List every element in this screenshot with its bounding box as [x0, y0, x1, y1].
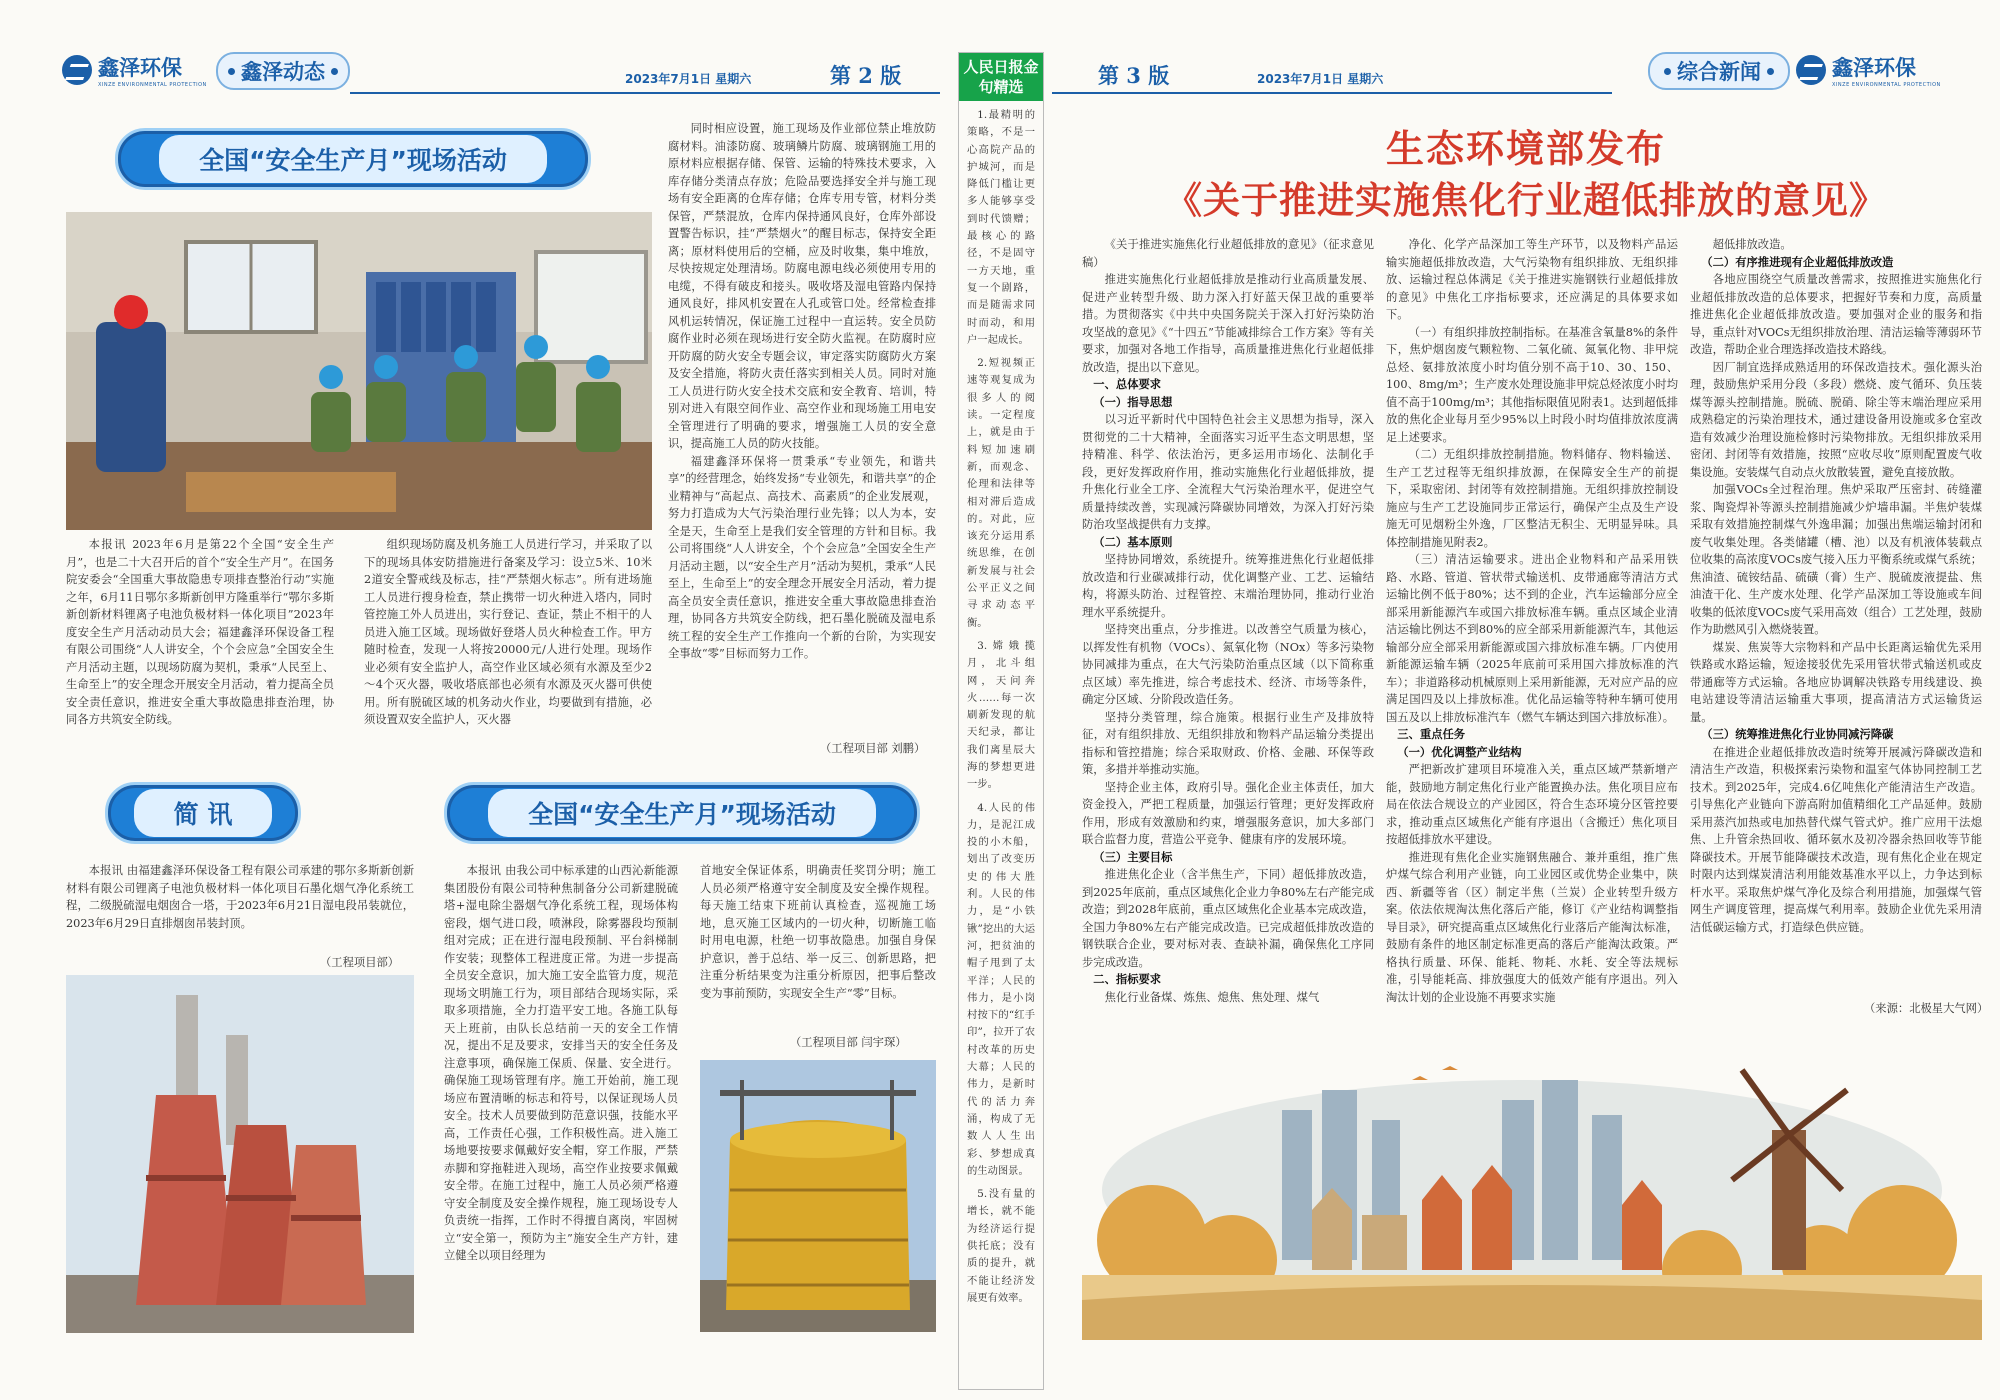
policy-subheading: （二）有序推进现有企业超低排放改造 — [1701, 254, 1894, 269]
dot-icon — [228, 68, 235, 75]
policy-paragraph: （三）清洁运输要求。进出企业物料和产品采用铁路、水路、管道、管状带式输送机、皮带通廊等清洁方式运输比例不低于80%；达不到的企业，汽车运输部分应全部采用新能源汽车或国六排放标准车辆。重点区域企业清洁运输比例达不到80%的应全部采用新能源汽车，其他运输部分应全部采用新能源或国六排放标准车辆。厂内使用新能源运输车辆（2025年底前可采用国六排放标准的汽车）；非道路移动机械原则上采用新能源，无对应产品的应满足国四及以上排放标准。优化品运输等特种车辆可使用国五及以上排放标准汽车（燃气车辆达到国六排放标准）。 — [1386, 553, 1678, 724]
policy-paragraph: 加强VOCs全过程治理。焦炉采取严压密封、砖缝灌浆、陶瓷焊补等源头控制措施减少炉墙串漏。半焦炉装煤采取有效措施控制煤气外逸串漏；加强出焦端运输封闭和废气收集处理。各类储罐（槽、池）以及有机液体装载点位收集的高浓度VOCs废气接入压力平衡系统或煤气系统；焦油渣、硫铵结晶、硫磺（膏）生产、脱硫废液提盐、焦油渣干化、生产废水处理、化学产品深加工等设施或车间收集的低浓度VOCs废气采用高效（组合）工艺处理，鼓励作为助燃风引入燃烧装置。 — [1690, 483, 1982, 636]
left-date: 2023年7月1日 星期六 — [625, 72, 752, 86]
eco-city-illustration — [1082, 1040, 1982, 1340]
quotes-sidebar — [958, 52, 1044, 1390]
article1-para: 福建鑫泽环保将一贯秉承“专业领先，和谐共享”的经营理念，始终发扬“专业领先，和谐共享”的企业精神与“高起点、高技术、高素质”的企业发展观，努力打造成为大气污染治理行业先锋；以人为本，安全是天，生命至上是我们安全管理的方针和目标。我公司将围绕“人人讲安全，个个会应急”全国安全生产月活动主题，以“安全生产月”活动为契机，秉承“人民至上，生命至上”的安全理念开展安全月活动，着力提高全员安全责任意识，推进安全重大事故隐患排查治理，协同各方共筑安全防线，把石墨化脱硫及湿电系统工程的安全生产工作推向一个新的台阶，为实现安全事故“零”目标而努力工作。 — [668, 454, 936, 660]
article3-col1 — [444, 862, 678, 1332]
tower-construction-photo — [700, 1060, 936, 1332]
article1-para: 组织现场防腐及机务施工人员进行学习，并采取了以下的现场具体安防措施进行备案及学习：设立5米、10米2道安全警戒线及标志，挂“严禁烟火标志”。所有进场施工人员进行搜身检查，禁止携带一切火种进入塔内，同时管控施工外人员进出，实行登记、查证，禁止不相干的人员进入施工区域。现场做好登塔人员火种检查工作。甲方随时检查，发现一人将按20000元/人进行处理。现场作业必须有安全监护人，高空作业区域必须有水源及至少2～4个灭火器，吸收塔底部也必须有水源及灭火器可供使用。所有脱硫区域的机务动火作业，均要做到有措施，必须设置双安全监护人，灭火器 — [364, 538, 652, 726]
policy-subheading: （三）主要目标 — [1093, 849, 1173, 864]
right-logo-sub: XINZE ENVIRONMENTAL PROTECTION — [1832, 82, 1941, 88]
dot-icon — [331, 68, 338, 75]
policy-subheading: （一）指导思想 — [1093, 394, 1173, 409]
right-logo-name: 鑫泽环保 — [1832, 56, 1916, 80]
policy-paragraph: 坚持分类管理，综合施策。根据行业生产及排放特征，对有组织排放、无组织排放和物料产品运输分类提出指标和管控措施；综合采取财政、价格、金融、环保等政策，多措并举推动实施。 — [1082, 710, 1374, 776]
quote-item: 5.没有量的增长，就不能为经济运行提供托底；没有质的提升，就不能让经济发展更有效率。 — [967, 1188, 1035, 1304]
left-section-label: 鑫泽动态 — [241, 60, 325, 84]
article3-title: 全国“安全生产月”现场活动 — [488, 789, 876, 837]
policy-col1 — [1082, 236, 1374, 1036]
quote-item: 3.嫦娥揽月，北斗组网，天问奔火……每一次刷新发现的航天纪录，都让我们离星辰大海的梦想更进一步。 — [967, 639, 1035, 791]
policy-subheading: （三）统筹推进焦化行业协同减污降碳 — [1701, 727, 1894, 741]
article3-col2 — [700, 862, 936, 1032]
article2-title-banner — [105, 782, 301, 844]
xinze-logo-icon — [62, 55, 92, 85]
article3-para: 首地安全保证体系，明确责任奖罚分明；施工人员必须严格遵守安全制度及安全操作规程。每天施工结束下班前认真检查，巡视施工场地，息灭施工区域内的一切火种，切断施工临时用电电源，杜绝一切事故隐患。加强自身保护意识，善于总结、举一反三、创新思路，把注重分析结果变为注重分析原因，把事后整改变为事前预防，实现安全生产“零”目标。 — [700, 864, 936, 1000]
quote-item: 1.最精明的策略，不是一心高院产品的护城河，而是降低门槛让更多人能够享受到时代馈赠；最核心的路径，不是固守一方天地，重复一个剧路，而是随需求同时而动，和用户一起成长。 — [967, 109, 1035, 346]
headline-line1: 生态环境部发布 — [1385, 127, 1666, 171]
xinze-logo-icon — [1796, 55, 1826, 85]
policy-paragraph: 推进实施焦化行业超低排放是推动行业高质量发展、促进产业转型升级、助力深入打好蓝天保卫战的重要举措。为贯彻落实《中共中央国务院关于深入打好污染防治攻坚战的意见》《“十四五”节能减排综合工作方案》等有关要求，加强对各地工作指导，高质量推进焦化行业超低排放改造，提出以下意见。 — [1082, 273, 1374, 374]
policy-col3 — [1690, 236, 1982, 1016]
article3-title-banner — [444, 782, 920, 844]
policy-paragraph: 因厂制宜选择成熟适用的环保改造技术。强化源头治理，鼓励焦炉采用分段（多段）燃烧、废气循环、负压装煤等源头控制措施。脱硫、脱硝、除尘等末端治理应采用成熟稳定的污染治理技术，通过建设备用设施或多仓室改造有效减少治理设施检修时污染物排放。无组织排放采用密闭、封闭等有效措施，按照“应收尽收”原则配置废气收集设施。安装煤气自动点火放散装置，避免直接放散。 — [1690, 360, 1982, 479]
left-logo — [62, 52, 207, 88]
policy-col2 — [1386, 236, 1678, 1036]
article1-para: 本报讯 2023年6月是第22个全国“安全生产月”，也是二十大召开后的首个“安全生产月”。在国务院安委会“全国重大事故隐患专项排查整治行动”实施之年，6月11日鄂尔多斯新创甲方隆重举行“鄂尔多斯新创新材料锂离子电池负极材料一体化项目”2023年度安全生产月活动动员大会；福建鑫泽环保设备工程有限公司围绕“人人讲安全，个个会应急”全国安全生产月活动主题，以现场防腐为契机，秉承“人民至上、生命至上”的安全理念开展安全月活动，着力提高全员安全责任意识，推进安全重大事故隐患排查治理，协同各方共筑安全防线。 — [66, 538, 334, 726]
policy-subheading: 二、指标要求 — [1093, 972, 1162, 986]
policy-paragraph: 严把新改扩建项目环境准入关，重点区域严禁新增产能，鼓励地方制定焦化行业产能置换办法。焦化项目应布局在依法合规设立的产业园区，符合生态环境分区管控要求，推动重点区域焦化产能有序退出（含搬迁）焦化项目按超低排放水平建设。 — [1386, 763, 1678, 846]
article2-body — [66, 862, 414, 962]
left-page — [0, 0, 948, 1400]
left-logo-sub: XINZE ENVIRONMENTAL PROTECTION — [98, 82, 207, 88]
policy-paragraph: 坚持企业主体，政府引导。强化企业主体责任，加大资金投入，严把工程质量，加强运行管理；更好发挥政府作用，形成有效激励和约束，增强服务意识，加大多部门联合监督力度，营造公平竞争、健康有序的发展环境。 — [1082, 780, 1374, 846]
policy-paragraph: 坚持突出重点，分步推进。以改善空气质量为核心，以挥发性有机物（VOCs）、氮氧化物（NOx）等多污染物协同减排为重点，在大气污染防治重点区域（以下简称重点区域）率先推进，综合考虑技术、经济、市场等条件，确定分区域、分阶段改造任务。 — [1082, 623, 1374, 706]
policy-paragraph: （二）无组织排放控制措施。物料储存、物料输送、生产工艺过程等无组织排放源，在保障安全生产的前提下，采取密闭、封闭等有效控制措施。无组织排放控制设施应与生产工艺设施同步正常运行，确保产尘点及生产设施无可见烟粉尘外逸，厂区整洁无积尘、无明显异味。具体控制措施见附表2。 — [1386, 448, 1678, 549]
article2-para: 本报讯 由福建鑫泽环保设备工程有限公司承建的鄂尔多斯新创新材料有限公司锂离子电池负极材料一体化项目石墨化烟气净化系统工程，二级脱硫湿电烟囱合一塔，于2023年6月21日湿电段吊装就位，2023年6月29日直排烟囱吊装封顶。 — [66, 864, 414, 930]
article3-para: 本报讯 由我公司中标承建的山西沁新能源集团股份有限公司特种焦制备分公司新建脱硫塔+湿电除尘器烟气净化系统工程，现场体构密段，烟气进口段，喷淋段，除雾器段均预制组对完成；正在进行湿电段预制、平台斜梯制作安装；现整体工程进度正常。为进一步提高全员安全意识，加大施工安全监管力度，规范现场文明施工行为，项目部结合现场实际，采取多项措施，全力打造平安工地。各施工队每天上班前，由队长总结前一天的安全工作情况，提出不足及要求，安排当天的安全任务及注意事项，确保施工保质、保量、安全进行。确保施工现场管理有序。施工开始前，施工现场应布置清晰的标志和符号，以保证现场人员安全。技术人员要做到防范意识强，技能水平高，工作责任心强，工作积极性高。进入施工场地要按要求佩戴好安全帽，穿工作服，严禁赤脚和穿拖鞋进入现场，高空作业按要求佩戴安全带。在施工过程中，施工人员必须严格遵守安全制度及安全操作规程，施工现场设专人负责统一指挥，工作时不得擅自离岗，牢固树立“安全第一，预防为主”施安全生产方针，建立健全以项目经理为 — [444, 864, 678, 1262]
sidebar-quotes — [959, 101, 1043, 1319]
article2-credit: （工程项目部） — [320, 956, 400, 969]
article1-para: 同时相应设置，施工现场及作业部位禁止堆放防腐材料。油漆防腐、玻璃鳞片防腐、玻璃钢施工用的原材料应根据存储、保管、运输的特殊技术要求，入库存储分类清点存放；危险品要选择安全并与施工现场有安全距离的仓库存储；仓库专用专管，材料分类保管，严禁混放，仓库内保持通风良好，仓库外部设置警告标识，挂“严禁烟火”的醒目标志，保持安全距离；原材料使用后的空桶，应及时收集，集中堆放，尽快按规定处理清场。防腐电源电线必须使用专用的电缆，不得有破皮和接头。吸收塔及湿电管路内保持通风良好，排风机安置在人孔或管口处。经常检查排风机运转情况，保证施工过程中一直运转。安全员防腐作业时必须在现场进行安全防火监视。在防腐时应开防腐的防火安全专题会议，审定落实防腐防火方案及安全措施，将防火责任落实到相关人员。同时对施工人员进行防火安全技术交底和安全教育、培训，特别对进入有限空间作业、高空作业和现场施工用电安全管理进行了明确的要求，增强施工人员的安全意识，提高施工人员的防火技能。 — [668, 122, 936, 450]
left-edition: 第 2 版 — [830, 63, 902, 88]
left-section-tag — [216, 52, 350, 90]
article1-title-banner — [115, 128, 591, 190]
policy-paragraph: 焦化行业备煤、炼焦、熄焦、焦处理、煤气 — [1104, 990, 1320, 1004]
policy-subheading: （二）基本原则 — [1093, 534, 1173, 549]
right-date: 2023年7月1日 星期六 — [1257, 72, 1384, 86]
article1-col3 — [668, 120, 936, 735]
quote-item: 2.短视频正速等观复成为很多人的阅读。一定程度上，就是由于料短加速刷新，而观念、伦理和法律等相对滞后造成的。对此，应该充分运用系统思维，在创新发展与社会公平正义之间寻求动态平衡。 — [967, 357, 1035, 629]
policy-paragraph: （一）有组织排放控制指标。在基准含氧量8%的条件下，焦炉烟囱废气颗粒物、二氧化硫、氮氧化物、非甲烷总烃、氨排放浓度小时均值分别不高于10、30、150、100、8mg/m³；生产废水处理设施非甲烷总烃浓度小时均值不高于100mg/m³；其他指标限值见附表1。达到超低排放的焦化企业每月至少95%以上时段小时均值排放浓度满足上述要求。 — [1386, 325, 1678, 444]
policy-paragraph: 《关于推进实施焦化行业超低排放的意见》（征求意见稿） — [1082, 238, 1374, 269]
article2-title: 简 讯 — [134, 789, 273, 837]
dot-icon — [1664, 68, 1671, 75]
policy-paragraph: 坚持协同增效，系统提升。统筹推进焦化行业超低排放改造和行业碳减排行动，优化调整产业、工艺、运输结构，将源头防治、过程管控、末端治理协同，推动行业治理水平系统提升。 — [1082, 553, 1374, 619]
policy-subheading: 三、重点任务 — [1397, 727, 1466, 741]
safety-meeting-photo — [66, 212, 652, 530]
left-logo-name: 鑫泽环保 — [98, 56, 182, 80]
dot-icon — [1767, 68, 1774, 75]
policy-paragraph: 超低排放改造。 — [1712, 238, 1792, 251]
headline-line2: 《关于推进实施焦化行业超低排放的意见》 — [1165, 179, 1887, 222]
article1-title: 全国“安全生产月”现场活动 — [159, 135, 547, 183]
article1-col2 — [364, 536, 652, 756]
chimney-photo — [66, 975, 414, 1333]
right-logo — [1796, 52, 1941, 88]
policy-paragraph: 煤炭、焦炭等大宗物料和产品中长距离运输优先采用铁路或水路运输，短途接驳优先采用管状带式输送机或皮带通廊等方式运输。各地应协调解决铁路专用线建设、换电站建设等清洁运输重大事项，提高清洁方式运输货运量。 — [1690, 640, 1982, 724]
policy-paragraph: 推进焦化企业（含半焦生产，下同）超低排放改造，到2025年底前，重点区域焦化企业力争80%左右产能完成改造；到2028年底前，重点区域焦化企业基本完成改造，全国力争80%左右产能完成改造。已完成超低排放改造的钢铁联合企业，要对标对表、查缺补漏，确保焦化工序同步完成改造。 — [1082, 868, 1374, 969]
article3-credit: （工程项目部 闫宇琛） — [790, 1036, 907, 1049]
quote-item: 4.人民的伟力，是泥江成投的小木船，划出了改变历史的伟大胜利。人民的伟力，是“小铁锹”挖出的大运河，把贫油的帽子甩到了太平洋；人民的伟力，是小岗村按下的“红手印”，拉开了农村改革的历史大幕；人民的伟力，是新时代的活力奔涌，构成了无数人人生出彩、梦想成真的生动图景。 — [967, 801, 1035, 1177]
article1-col1 — [66, 536, 334, 756]
policy-source-credit: （来源：北极星大气网） — [1864, 1002, 1989, 1015]
policy-paragraph: 净化、化学产品深加工等生产环节，以及物料产品运输实施超低排放改造，大气污染物有组织排放、无组织排放、运输过程总体满足《关于推进实施钢铁行业超低排放的意见》中焦化工序指标要求，还应满足的具体要求如下。 — [1386, 238, 1678, 321]
policy-paragraph: 以习近平新时代中国特色社会主义思想为指导，深入贯彻党的二十大精神，全面落实习近平生态文明思想，坚持精准、科学、依法治污，更多运用市场化、法制化手段，更好发挥政府作用，推动实施焦化行业超低排放，提升焦化行业全工序、全流程大气污染治理水平，促进空气质量持续改善，实现减污降碳协同增效，为深入打好污染防治攻坚战提供有力支撑。 — [1082, 413, 1374, 531]
article1-credit: （工程项目部 刘鹏） — [820, 742, 926, 755]
policy-paragraph: 推进现有焦化企业实施钢焦融合、兼并重组，推广焦炉煤气综合利用产业链，向工业园区或优势企业集中，陕西、新疆等省（区）制定半焦（兰炭）企业转型升级方案。依法依规淘汰焦化落后产能，修订《产业结构调整指导目录》，研究提高重点区域焦化行业落后产能淘汰标准，鼓励有条件的地区制定标准更高的落后产能淘汰政策。严格执行质量、环保、能耗、物耗、水耗、安全等法规标准，引导能耗高、排放强度大的低效产能有序退出。列入淘汰计划的企业设施不再要求实施 — [1386, 850, 1678, 1004]
policy-subheading: （一）优化调整产业结构 — [1397, 744, 1522, 759]
right-section-tag — [1648, 52, 1790, 90]
policy-subheading: 一、总体要求 — [1093, 377, 1162, 391]
right-section-label: 综合新闻 — [1677, 60, 1761, 84]
policy-paragraph: 在推进企业超低排放改造时统筹开展减污降碳改造和清洁生产改造，积极探索污染物和温室气体协同控制工艺技术。到2025年，完成4.6亿吨焦化产能清洁生产改造。引导焦化产业链向下游高附加值精细化工产品延伸。鼓励采用蒸汽加热或电加热替代煤气管式炉。推广应用干法熄焦、上升管余热回收、循环氨水及初冷器余热回收等节能降碳技术。开展节能降碳技术改造，现有焦化企业在规定时限内达到煤炭清洁利用能效基准水平以上，力争达到标杆水平。采取焦炉煤气净化及综合利用措施，加强煤气管网生产调度管理，提高煤气利用率。鼓励企业优先采用清洁低碳运输方式，打造绿色供应链。 — [1690, 745, 1982, 934]
policy-paragraph: 各地应围绕空气质量改善需求，按照推进实施焦化行业超低排放改造的总体要求，把握好节奏和力度，高质量推进焦化企业超低排放改造。要加强对企业的服务和指导，重点针对VOCs无组织排放治理、清洁运输等薄弱环节改造，帮助企业合理选择改造技术路线。 — [1690, 273, 1982, 356]
sidebar-title: 人民日报金句精选 — [959, 53, 1043, 101]
right-edition: 第 3 版 — [1098, 63, 1170, 88]
